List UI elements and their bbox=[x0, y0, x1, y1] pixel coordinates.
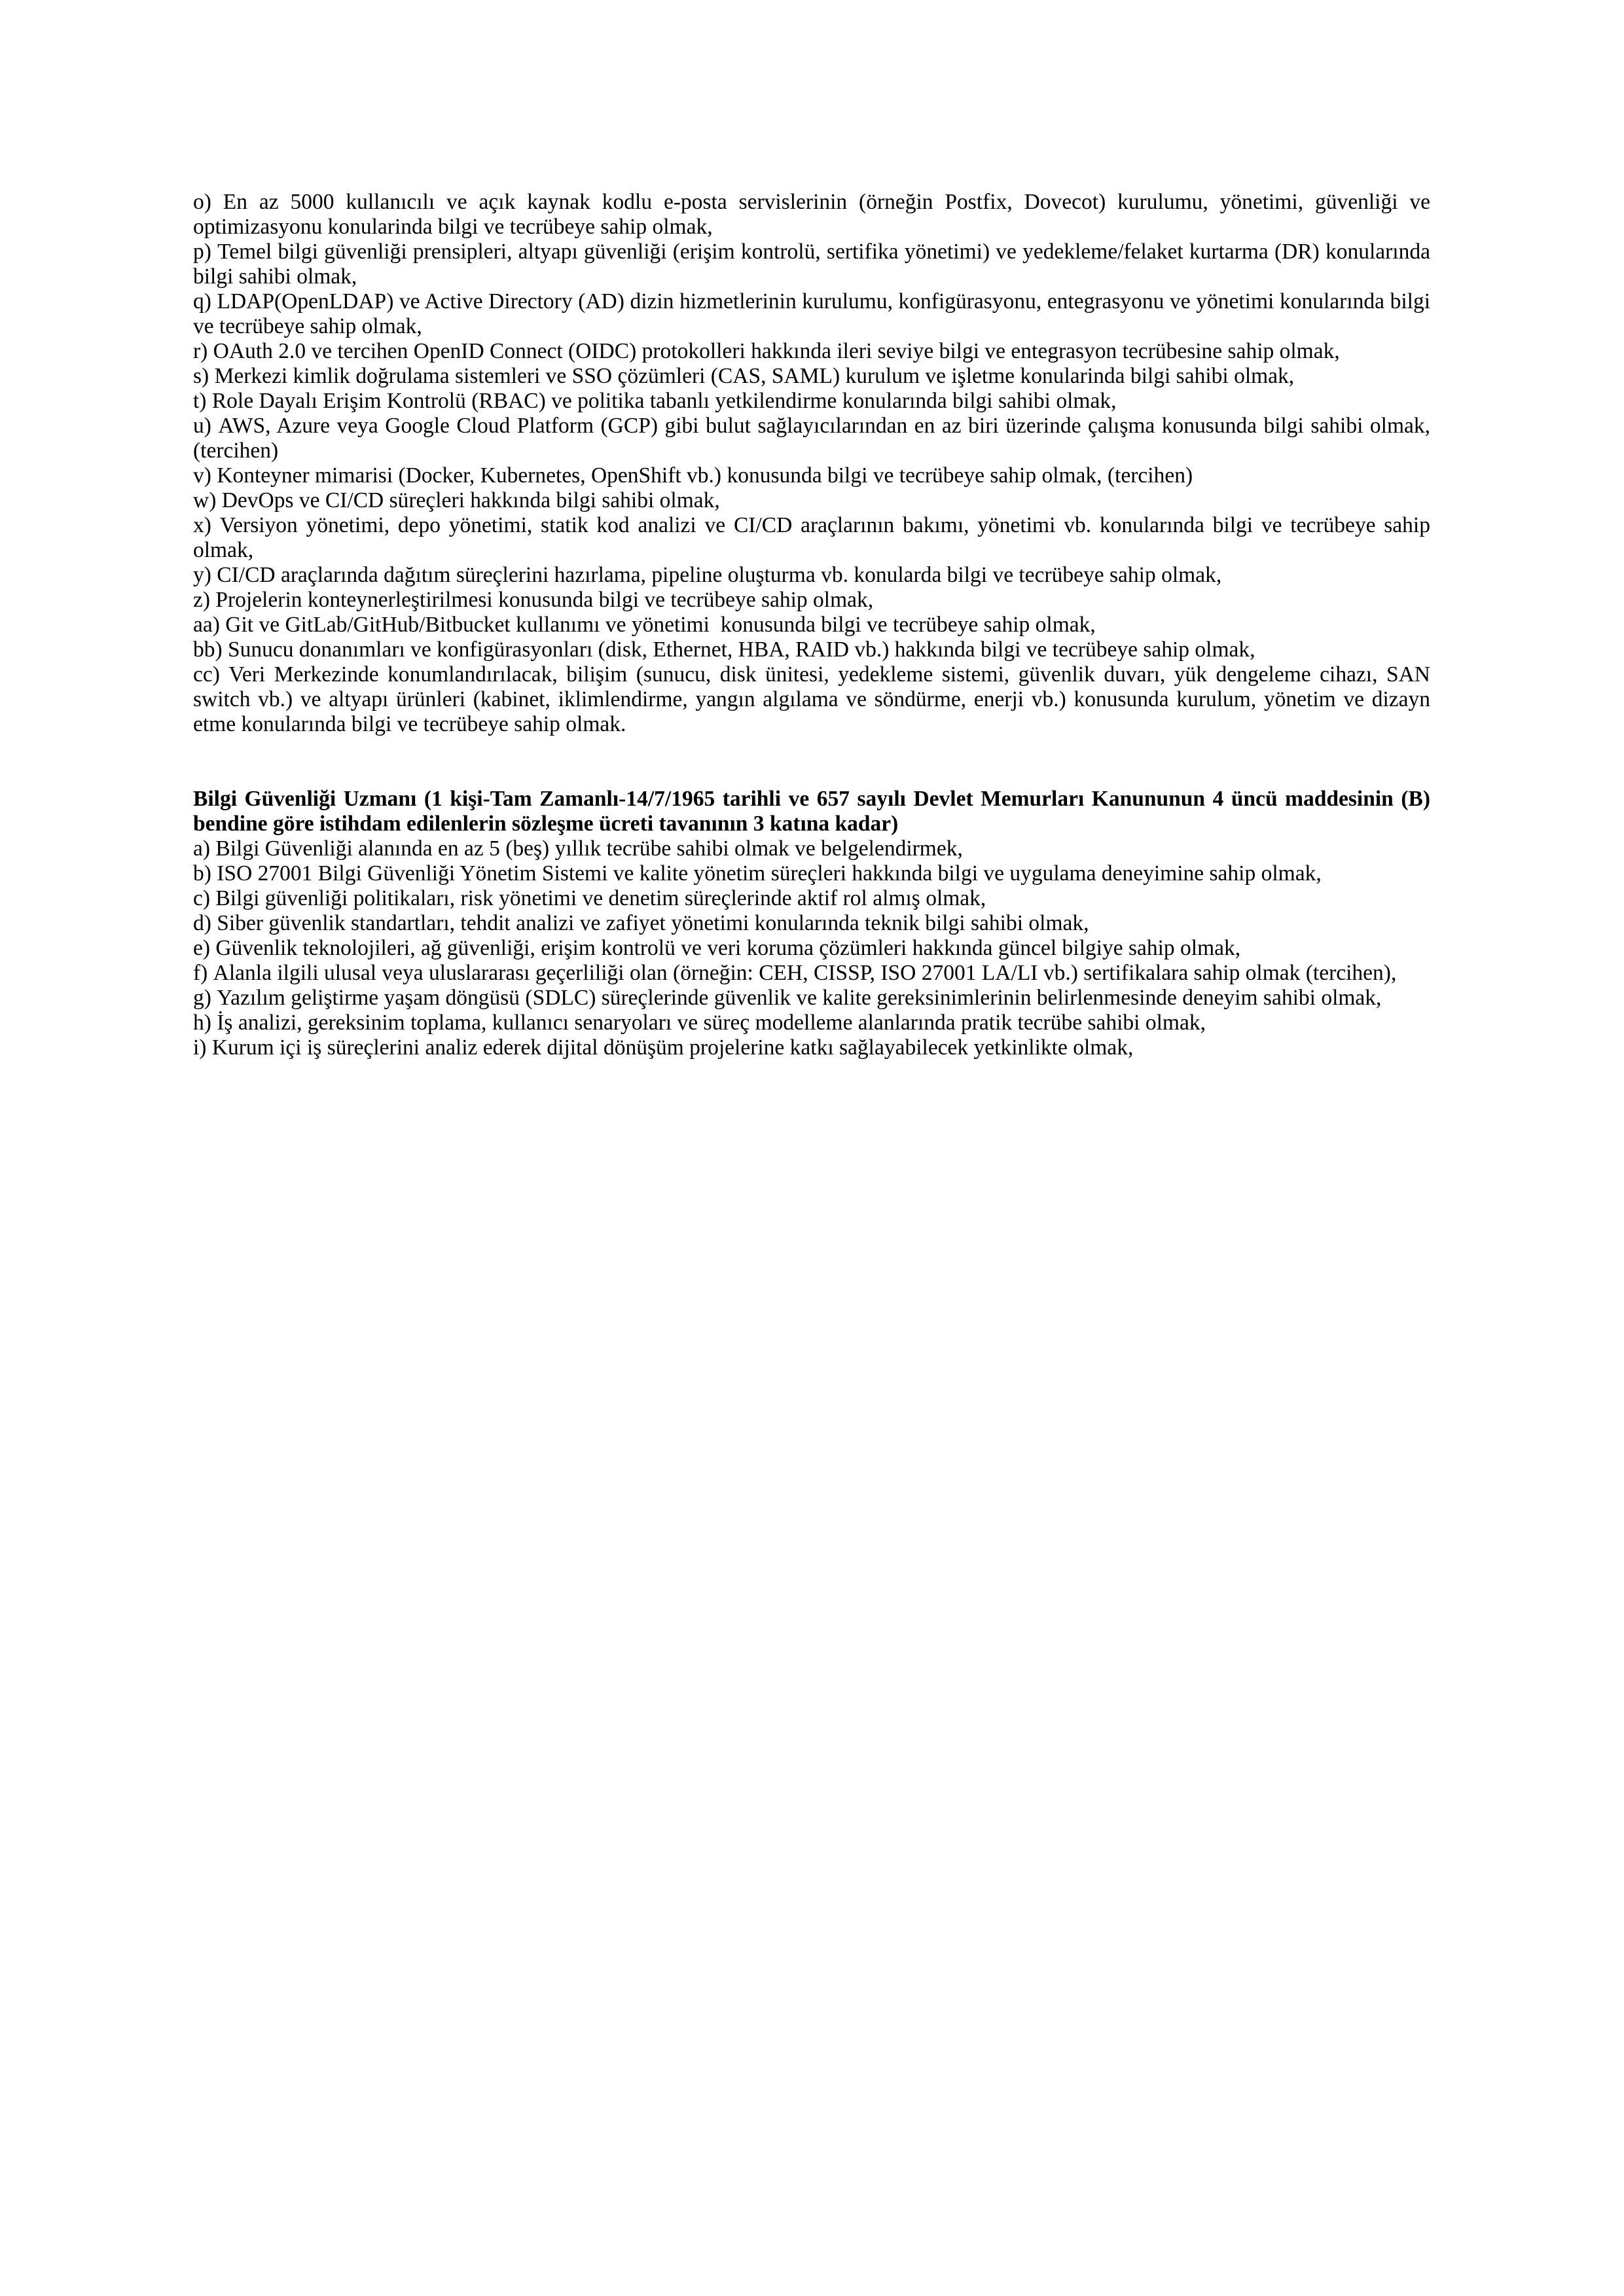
list-item: e) Güvenlik teknolojileri, ağ güvenliği, erişim kontrolü ve veri koruma çözümleri hakkında güncel bilgiye sahip olmak, bbox=[193, 936, 1241, 960]
list-item: h) İş analizi, gereksinim toplama, kullanıcı senaryoları ve süreç modelleme alanlarında pratik tecrübe sahibi olmak, bbox=[193, 1011, 1206, 1035]
list-item: d) Siber güvenlik standartları, tehdit analizi ve zafiyet yönetimi konularında teknik bilgi sahibi olmak, bbox=[193, 911, 1089, 935]
list-item: bb) Sunucu donanımları ve konfigürasyonları (disk, Ethernet, HBA, RAID vb.) hakkında bilgi ve tecrübeye sahip olmak, bbox=[193, 637, 1255, 662]
position-heading: Bilgi Güvenliği Uzmanı (1 kişi-Tam Zamanlı-14/7/1965 tarihli ve 657 sayılı Devlet Memurları Kanununun 4 üncü maddesinin (B) bendine göre istihdam edilenlerin sözleşme ücreti tavanının 3 katına kadar) bbox=[193, 787, 1436, 836]
document-body bbox=[193, 190, 1436, 1060]
list-item: p) Temel bilgi güvenliği prensipleri, altyapı güvenliği (erişim kontrolü, sertifika yönetimi) ve yedekleme/felaket kurtarma (DR) konularında bilgi sahibi olmak, bbox=[193, 240, 1436, 289]
list-item: w) DevOps ve CI/CD süreçleri hakkında bilgi sahibi olmak, bbox=[193, 488, 720, 512]
section-spacer bbox=[193, 737, 1430, 787]
list-item: a) Bilgi Güvenliği alanında en az 5 (beş) yıllık tecrübe sahibi olmak ve belgelendirmek, bbox=[193, 836, 963, 861]
list-item: f) Alanla ilgili ulusal veya uluslararası geçerliliği olan (örneğin: CEH, CISSP, ISO 27001 LA/LI vb.) sertifikalara sahip olmak (tercihen), bbox=[193, 961, 1397, 985]
list-item: r) OAuth 2.0 ve tercihen OpenID Connect (OIDC) protokolleri hakkında ileri seviye bilgi ve entegrasyon tecrübesine sahip olmak, bbox=[193, 339, 1340, 363]
list-item: q) LDAP(OpenLDAP) ve Active Directory (AD) dizin hizmetlerinin kurulumu, konfigürasyonu, entegrasyonu ve yönetimi konularında bilgi ve tecrübeye sahip olmak, bbox=[193, 289, 1436, 338]
qualifications-list-continued bbox=[193, 190, 1436, 737]
list-item: s) Merkezi kimlik doğrulama sistemleri ve SSO çözümleri (CAS, SAML) kurulum ve işletme konularinda bilgi sahibi olmak, bbox=[193, 364, 1295, 388]
list-item: v) Konteyner mimarisi (Docker, Kubernetes, OpenShift vb.) konusunda bilgi ve tecrübeye sahip olmak, (tercihen) bbox=[193, 463, 1193, 488]
list-item: o) En az 5000 kullanıcılı ve açık kaynak kodlu e-posta servislerinin (örneğin Postfix, Dovecot) kurulumu, yönetimi, güvenliği ve optimizasyonu konularinda bilgi ve tecrübeye sahip olmak, bbox=[193, 190, 1436, 239]
list-item: cc) Veri Merkezinde konumlandırılacak, bilişim (sunucu, disk ünitesi, yedekleme sistemi, güvenlik duvarı, yük dengeleme cihazı, SAN switch vb.) ve altyapı ürünleri (kabinet, iklimlendirme, yangın algılama ve söndürme, enerji vb.) konusunda kurulum, yönetim ve dizayn etme konularında bilgi ve tecrübeye sahip olmak. bbox=[193, 662, 1436, 736]
list-item: z) Projelerin konteynerleştirilmesi konusunda bilgi ve tecrübeye sahip olmak, bbox=[193, 588, 874, 612]
position-section-bilgi-guvenligi-uzmani bbox=[193, 787, 1436, 1060]
list-item: b) ISO 27001 Bilgi Güvenliği Yönetim Sistemi ve kalite yönetim süreçleri hakkında bilgi ve uygulama deneyimine sahip olmak, bbox=[193, 861, 1322, 886]
list-item: y) CI/CD araçlarında dağıtım süreçlerini hazırlama, pipeline oluşturma vb. konularda bilgi ve tecrübeye sahip olmak, bbox=[193, 563, 1222, 587]
list-item: x) Versiyon yönetimi, depo yönetimi, statik kod analizi ve CI/CD araçlarının bakımı, yönetimi vb. konularında bilgi ve tecrübeye sahip olmak, bbox=[193, 513, 1436, 562]
list-item: c) Bilgi güvenliği politikaları, risk yönetimi ve denetim süreçlerinde aktif rol almış olmak, bbox=[193, 886, 986, 910]
list-item: g) Yazılım geliştirme yaşam döngüsü (SDLC) süreçlerinde güvenlik ve kalite gereksinimlerinin belirlenmesinde deneyim sahibi olmak, bbox=[193, 986, 1382, 1010]
list-item: t) Role Dayalı Erişim Kontrolü (RBAC) ve politika tabanlı yetkilendirme konularında bilgi sahibi olmak, bbox=[193, 389, 1117, 413]
list-item: i) Kurum içi iş süreçlerini analiz ederek dijital dönüşüm projelerine katkı sağlayabilecek yetkinlikte olmak, bbox=[193, 1035, 1134, 1060]
list-item: u) AWS, Azure veya Google Cloud Platform (GCP) gibi bulut sağlayıcılarından en az biri üzerinde çalışma konusunda bilgi sahibi olmak, (tercihen) bbox=[193, 414, 1436, 463]
list-item: aa) Git ve GitLab/GitHub/Bitbucket kullanımı ve yönetimi konusunda bilgi ve tecrübeye sahip olmak, bbox=[193, 613, 1096, 637]
